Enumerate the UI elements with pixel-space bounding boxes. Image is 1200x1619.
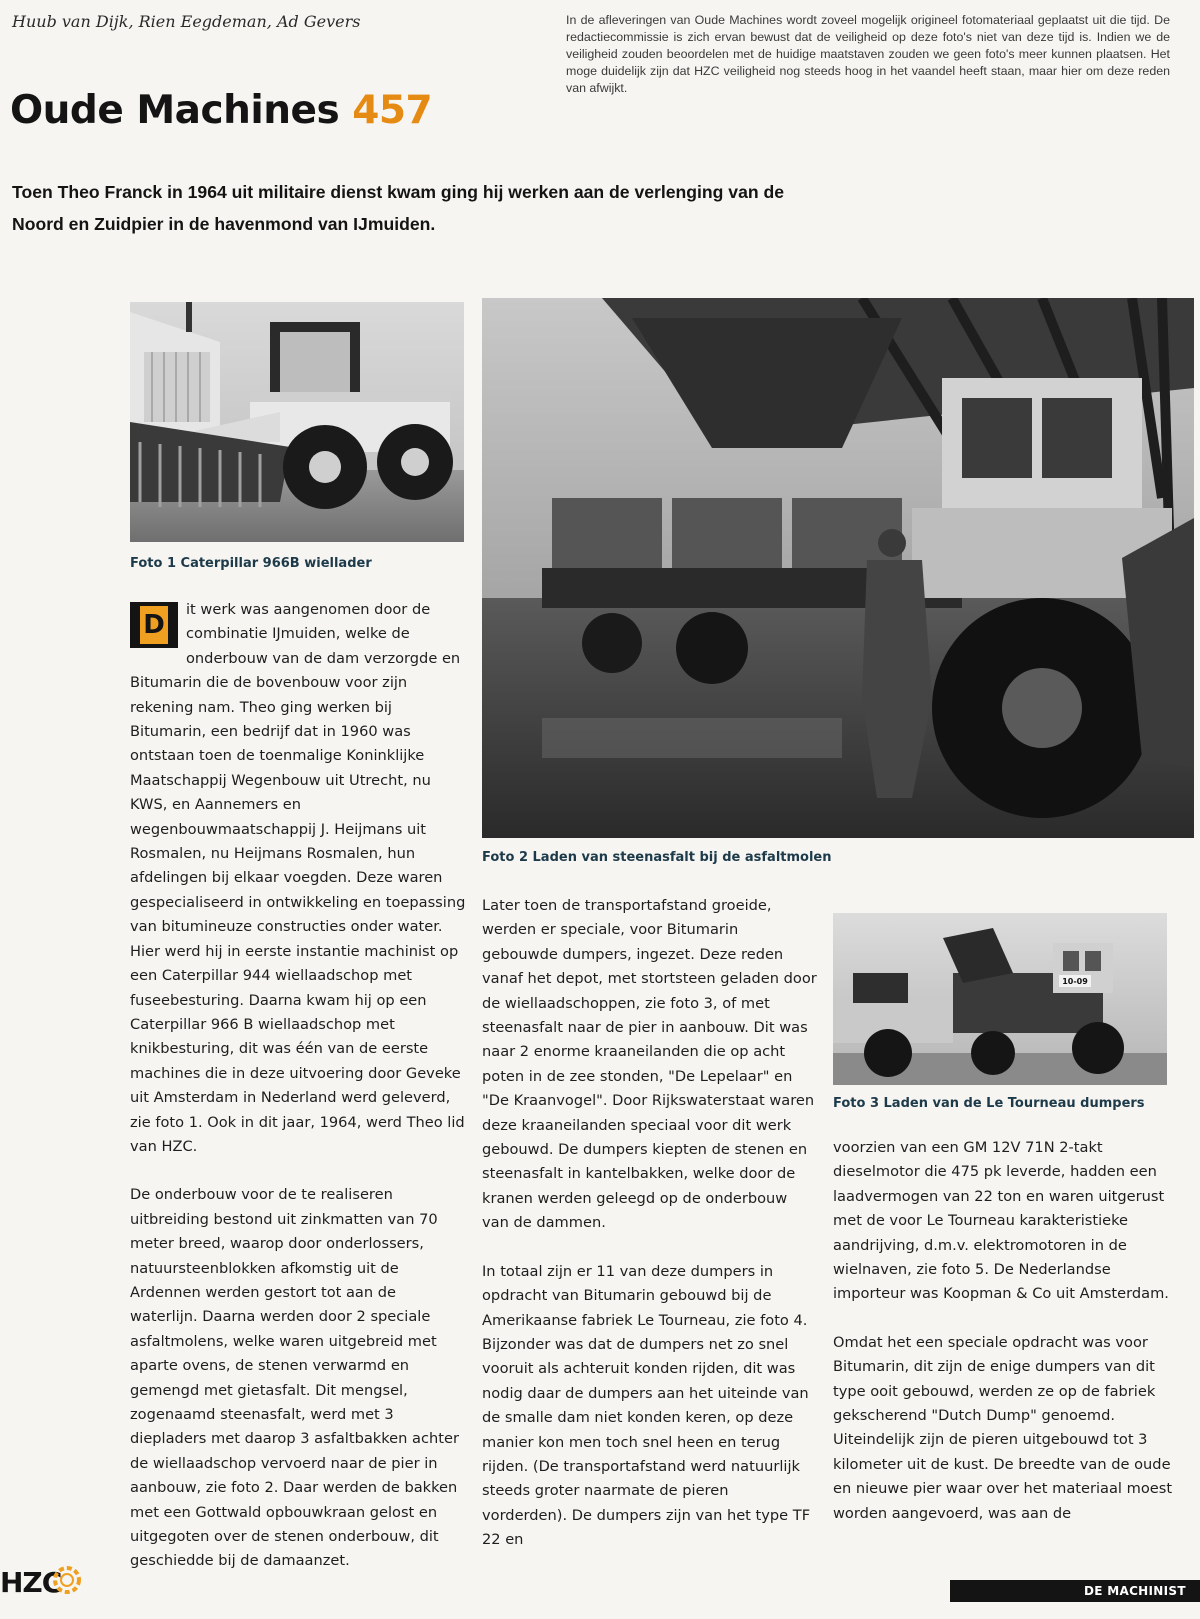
article-column-1 [130,598,468,1574]
issue-number: 457 [352,88,433,133]
photo-2-asphalt-loading [482,298,1194,838]
authors: Huub van Dijk, Rien Eegdeman, Ad Gevers [12,12,361,31]
wheel-loader-illustration [130,302,464,542]
magazine-name: DE MACHINIST [950,1580,1200,1602]
photo-3-dumper-loading [833,913,1167,1085]
article-paragraph: voorzien van een GM 12V 71N 2-takt dieselmotor die 475 pk leverde, hadden een laadvermogen van 22 ton en waren uitgerust met de voor Le Tourneau karakteristieke aandrijving, d.m.v. elektromotoren in de wielnaven, zie foto 5. De Nederlandse importeur was Koopman & Co uit Amsterdam. [833,1139,1169,1303]
article-paragraph: Omdat het een speciale opdracht was voor Bitumarin, dit zijn de enige dumpers van dit type ooit gebouwd, werden ze op de fabriek gekscherend "Dutch Dump" genoemd. Uiteindelijk zijn de pieren uitgebouwd tot 3 kilometer uit de kust. De breedte van de oude en nieuwe pier waar over het materiaal moest worden aangevoerd, was aan de [833,1333,1173,1522]
hzc-logo: HZC [0,1566,62,1599]
asphalt-plant-illustration [482,298,1194,838]
photo-1-caption: Foto 1 Caterpillar 966B wiellader [130,556,372,571]
photo-1-wheel-loader [130,302,464,542]
lead-paragraph: Toen Theo Franck in 1964 uit militaire dienst kwam ging hij werken aan de verlenging van de Noord en Zuidpier in de havenmond van IJmuiden. [12,182,785,234]
article-paragraph: In totaal zijn er 11 van deze dumpers in opdracht van Bitumarin gebouwd bij de Amerikaanse fabriek Le Tourneau, zie foto 4. Bijzonder was dat de dumpers net zo snel vooruit als achteruit konden rijden, dit was nodig daar de dumpers aan het uiteinde van de smalle dam niet konden keren, op deze manier kon men toch snel heen en terug rijden. (De transportafstand werd natuurlijk steeds groter naarmate de pieren vorderden). De dumpers zijn van het type TF 22 en [482,1262,811,1549]
dumper-plate: 10-09 [1062,977,1088,986]
article-paragraph: D it werk was aangenomen door de combinatie IJmuiden, welke de onderbouw van de dam verzorgde en Bitumarin die de bovenbouw voor zijn rekening nam. Theo ging werken bij Bitumarin, een bedrijf dat in 1960 was ontstaan toen de toenmalige Koninklijke Maatschappij Wegenbouw uit Utrecht, nu KWS, en Aannemers en wegenbouwmaatschappij J. Heijmans uit Rosmalen, nu Heijmans Rosmalen, hun afdelingen bij elkaar voegden. Deze waren gespecialiseerd in ontwikkeling en toepassing van bitumineuze constructies onder water. Hier werd hij in eerste instantie machinist op een Caterpillar 944 wiellaadschop met fuseebesturing. Daarna kwam hij op een Caterpillar 966 B wiellaadschop met knikbesturing, dit was één van de eerste machines die in deze uitvoering door Geveke uit Amsterdam in Nederland werd geleverd, zie foto 1. Ook in dit jaar, 1964, werd Theo lid van HZC. [130,601,466,1155]
article-paragraph: De onderbouw voor de te realiseren uitbreiding bestond uit zinkmatten van 70 meter breed, waarop door onderlossers, natuursteenblokken afkomstig uit de Ardennen werden gestort tot aan de waterlijn. Daarna werden door 2 speciale asfaltmolens, welke waren uitgebreid met aparte ovens, de stenen verwarmd en gemengd met gietasfalt. Dit mengsel, zogenaamd steenasfalt, werd met 3 diepladers met daarop 3 asfaltbakken achter de wiellaadschop vervoerd naar de pier in aanbouw, zie foto 2. Daar werden de bakken met een Gottwald opbouwkraan gelost en uitgegoten over de stenen onderbouw, dit geschiedde bij de damaanzet. [130,1186,459,1570]
gear-icon [50,1563,84,1597]
dumper-loading-illustration [833,913,1167,1085]
photo-3-caption: Foto 3 Laden van de Le Tourneau dumpers [833,1096,1145,1111]
article-column-2 [482,894,818,1553]
article-column-3 [833,1136,1173,1526]
safety-notice: In de afleveringen van Oude Machines wordt zoveel mogelijk origineel fotomateriaal geplaatst uit die tijd. De redactiecommissie is zich ervan bewust dat de veiligheid op deze foto's niet van deze tijd is. Indien we de veiligheid zouden beoordelen met de huidige maatstaven zouden we geen foto's meer kunnen plaatsen. Het moge duidelijk zijn dat HZC veiligheid nog steeds hoog in het vaandel heeft staan, maar hier om deze reden van afwijkt. [566,13,1170,95]
page-title [10,88,432,133]
title-text: Oude Machines [10,88,340,133]
photo-2-caption: Foto 2 Laden van steenasfalt bij de asfaltmolen [482,850,832,865]
drop-cap: D [130,602,178,648]
article-paragraph: Later toen de transportafstand groeide, werden er speciale, voor Bitumarin gebouwde dumpers, ingezet. Deze reden vanaf het depot, met stortsteen geladen door de wiellaadschoppen, zie foto 3, of met steenasfalt naar de pier in aanbouw. Dit was naar 2 enorme kraaneilanden die op acht poten in de zee stonden, "De Lepelaar" en "De Kraanvogel". Door Rijkswaterstaat waren deze kraaneilanden speciaal voor dit werk gebouwd. De dumpers kiepten de stenen en steenasfalt in kantelbakken, welke door de kranen werden geleegd op de onderbouw van de dammen. [482,897,817,1232]
